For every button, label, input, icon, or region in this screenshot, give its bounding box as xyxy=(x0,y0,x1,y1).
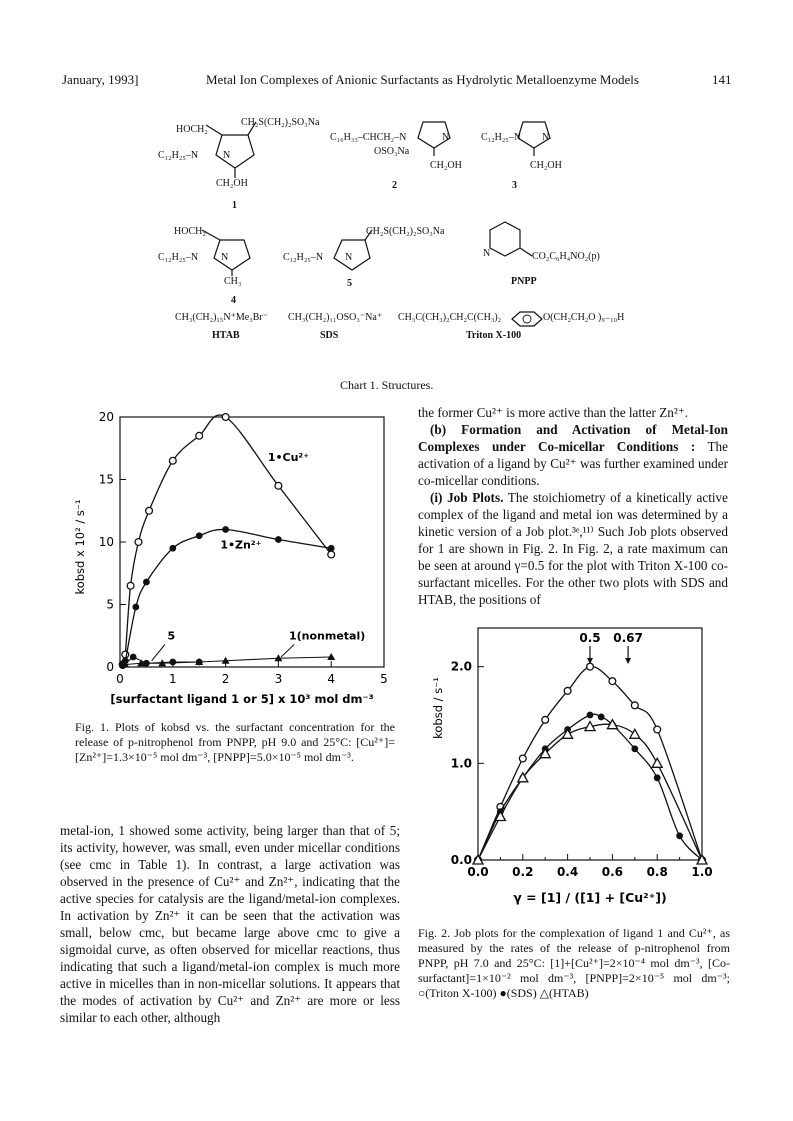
fig2-data-point xyxy=(587,712,594,719)
right-top-sentence: the former Cu²⁺ is more active than the latter Zn²⁺. xyxy=(418,405,689,420)
fig1-data-point xyxy=(146,507,153,514)
chart1-caption: Chart 1. Structures. xyxy=(340,378,434,392)
fig1-data-point xyxy=(143,579,150,586)
formula-n: N xyxy=(542,132,550,143)
fig1-data-point xyxy=(169,457,176,464)
formula-ch2oh: CH₂OH xyxy=(530,160,562,171)
fig2-x-tick-label: 0.2 xyxy=(512,865,534,879)
fig1-data-point xyxy=(169,545,176,552)
fig2-data-point xyxy=(630,729,640,738)
formula-n: N xyxy=(483,248,491,259)
header-date: January, 1993] xyxy=(62,72,139,87)
fig1-data-point xyxy=(222,526,229,533)
fig1-data-point xyxy=(275,536,282,543)
left-column-paragraph: metal-ion, 1 showed some activity, being larger than that of 5; its activity, however, was small, even under micellar conditions (see cmc in Table 1). In contrast, a large activation was observed in the presence of Cu²⁺ and Zn²⁺, indicating that the active species for catalysis are the ligand/metal-ion complexes. In activation by Zn²⁺ it can be seen that the activation was small, below cmc, but became large above cmc to give a sigmoidal curve, as often observed for micellar reactions, thus indicating that such a ligand/metal-ion complex is much more active in micelles than in non-micellar solutions. It appears that the modes of activation by Cu²⁺ and Zn²⁺ are more or less similar to each other, although xyxy=(60,823,400,1025)
fig2-x-tick-label: 0.8 xyxy=(646,865,668,879)
fig2-x-tick-label: 0.0 xyxy=(467,865,489,879)
section-b xyxy=(418,421,728,489)
fig1-x-axis-label: [surfactant ligand 1 or 5] x 10³ mol dm⁻³ xyxy=(110,692,374,706)
formula-c16: C₁₆H₃₃–CHCH₂–N xyxy=(330,132,407,143)
formula-triton-part1: CH₃C(CH₃)₂CH₂C(CH₃)₂ xyxy=(398,312,502,323)
fig2-data-point xyxy=(631,745,638,752)
fig2-series-line xyxy=(478,724,702,860)
formula-oso3na: OSO₃Na xyxy=(374,146,410,157)
fig1-caption: Fig. 1. Plots of kobsd vs. the surfactant concentration for the release of p-nitrophenol from PNPP, pH 9.0 and 25°C: [Cu²⁺]=[Zn²⁺]=1.3×10⁻⁵ mol dm⁻³, [PNPP]=5.0×10⁻⁵ mol dm⁻³. xyxy=(75,720,395,764)
fig1-data-point xyxy=(328,551,335,558)
fig2-data-point xyxy=(542,716,549,723)
structure-label-3: 3 xyxy=(512,180,517,191)
fig1-data-point xyxy=(328,545,335,552)
fig2-y-tick-label: 0.0 xyxy=(450,853,472,867)
fig2-x-tick-label: 0.6 xyxy=(601,865,624,879)
structure-label-htab: HTAB xyxy=(212,330,240,341)
fig1-series-label: 5 xyxy=(167,629,176,643)
fig1-y-tick-label: 20 xyxy=(98,410,114,424)
formula-co2: CO₂C₆H₄NO₂(p) xyxy=(532,251,600,262)
structure-label-sds: SDS xyxy=(320,330,339,341)
formula-triton-part3: )₉₋₁₀H xyxy=(598,312,625,323)
fig2-data-point xyxy=(519,755,526,762)
fig2-annotation: 0.67 xyxy=(613,631,643,645)
header-title: Metal Ion Complexes of Anionic Surfactants as Hydrolytic Metalloenzyme Models xyxy=(206,72,639,87)
fig2-y-tick-label: 2.0 xyxy=(450,659,472,674)
fig1-data-point xyxy=(196,432,203,439)
fig1-y-tick-label: 5 xyxy=(106,597,114,612)
fig2-annotation: 0.5 xyxy=(579,631,601,645)
fig2-data-point xyxy=(587,663,594,670)
right-column-text xyxy=(418,404,728,608)
fig1-data-point xyxy=(132,604,139,611)
fig1-data-point xyxy=(135,539,142,546)
fig2-caption: Fig. 2. Job plots for the complexation of ligand 1 and Cu²⁺, as measured by the rates of the release of p-nitrophenol from PNPP, pH 7.0 and 25°C: [1]+[Cu²⁺]=2×10⁻⁴ mol dm⁻³, [Co-surfactant]=1×10⁻² mol dm⁻³, [PNPP]=2×10⁻⁵ mol dm⁻³; ○(Triton X-100) ●(SDS) △(HTAB) xyxy=(418,926,730,1000)
formula-n: N xyxy=(223,150,231,161)
fig2-data-point xyxy=(631,702,638,709)
fig1-y-axis-label: kobsd x 10² / s⁻¹ xyxy=(73,499,87,595)
fig1-x-tick-label: 3 xyxy=(274,672,283,686)
fig1-data-point xyxy=(169,659,176,666)
formula-c12n: C₁₂H₂₅–N xyxy=(158,252,199,263)
fig1-x-tick-label: 0 xyxy=(116,672,124,686)
fig1-series-label: 1(nonmetal) xyxy=(288,629,366,643)
header-page-number: 141 xyxy=(712,72,732,87)
structure-label-pnpp: PNPP xyxy=(511,276,537,287)
fig2-x-tick-label: 0.4 xyxy=(556,865,579,879)
fig2-data-point xyxy=(609,678,616,685)
structure-label-5: 5 xyxy=(347,278,352,289)
structure-label-triton: Triton X-100 xyxy=(466,330,522,341)
section-i xyxy=(418,489,728,608)
fig1-data-point xyxy=(275,482,282,489)
formula-ch3: CH₃ xyxy=(224,276,242,287)
fig2-data-point xyxy=(654,774,661,781)
fig1-data-point xyxy=(196,532,203,539)
heading-b: (b) Formation and Activation of Metal-Ion Complexes under Co-micellar Conditions : xyxy=(418,422,728,454)
formula-side-chain: CH₂S(CH₂)₂SO₃Na xyxy=(366,226,445,237)
fig1-data-point xyxy=(327,653,335,660)
fig2-series-line xyxy=(478,666,702,860)
fig1-y-tick-label: 15 xyxy=(98,472,114,487)
formula-ch2oh: CH₂OH xyxy=(430,160,462,171)
formula-n: N xyxy=(221,252,229,263)
formula-ch2oh: CH₂OH xyxy=(216,178,248,189)
fig1-y-tick-label: 0 xyxy=(106,660,114,674)
para-i: The stoichiometry of a kinetically active complex of the ligand and metal ion was determined by a kinetic version of a Job plot.³ᵉ,¹¹⁾ Such Job plots observed for 1 are shown in Fig. 2. In Fig. 2, a rate maximum can be seen at around γ=0.5 for the plot with Triton X-100 co-surfactant micelles. For the other two plots with SDS and HTAB, the positions of xyxy=(418,490,728,607)
fig1-data-point xyxy=(222,414,229,421)
formula-n: N xyxy=(345,252,353,263)
formula-c12n: C₁₂H₂₅–N xyxy=(283,252,324,263)
fig1-data-point xyxy=(130,654,137,661)
formula-htab: CH₃(CH₂)₁₅N⁺Me₃Br⁻ xyxy=(175,312,268,323)
fig1-data-point xyxy=(122,651,129,658)
fig2-y-tick-label: 1.0 xyxy=(450,756,472,771)
fig1-x-tick-label: 2 xyxy=(221,672,230,686)
fig1-x-tick-label: 1 xyxy=(168,672,177,686)
fig1-series-label: 1•Cu²⁺ xyxy=(267,450,310,464)
structure-label-4: 4 xyxy=(231,295,236,306)
fig1-chart xyxy=(60,405,400,710)
structure-label-2: 2 xyxy=(392,180,397,191)
heading-i: (i) Job Plots. xyxy=(430,490,504,505)
formula-side-chain: CH₂S(CH₂)₂SO₃Na xyxy=(241,117,320,128)
fig2-data-point xyxy=(676,832,683,839)
formula-sds: CH₃(CH₂)₁₁OSO₃⁻Na⁺ xyxy=(288,312,383,323)
fig1-series-label: 1•Zn²⁺ xyxy=(220,538,262,552)
fig2-x-tick-label: 1.0 xyxy=(691,865,713,879)
formula-n: N xyxy=(442,132,450,143)
fig2-annotation-arrowhead xyxy=(625,658,631,664)
fig2-data-point xyxy=(654,726,661,733)
formula-c12n: C₁₂H₂₅–N xyxy=(481,132,522,143)
fig2-data-point xyxy=(598,714,605,721)
fig2-x-axis-label: γ = [1] / ([1] + [Cu²⁺]) xyxy=(513,890,667,905)
fig1-label-leader xyxy=(152,645,165,661)
formula-triton-part2: O(CH₂CH₂O xyxy=(543,312,596,323)
fig2-data-point xyxy=(652,758,662,767)
formula-hoch2: HOCH₂ xyxy=(176,124,208,135)
formula-c12n: C₁₂H₂₅–N xyxy=(158,150,199,161)
fig2-chart xyxy=(420,612,732,908)
fig1-data-point xyxy=(127,582,134,589)
fig2-data-point xyxy=(564,687,571,694)
fig1-x-tick-label: 4 xyxy=(327,672,336,686)
fig1-x-tick-label: 5 xyxy=(380,672,388,686)
formula-hoch2: HOCH₂ xyxy=(174,226,206,237)
fig2-data-point xyxy=(563,729,573,738)
fig1-label-leader xyxy=(281,645,294,658)
fig1-y-tick-label: 10 xyxy=(98,535,114,549)
structure-label-1: 1 xyxy=(232,200,237,211)
para-b: The activation of a ligand by Cu²⁺ was further examined under co-micellar conditions. xyxy=(418,439,728,488)
fig2-y-axis-label: kobsd / s⁻¹ xyxy=(431,677,445,739)
